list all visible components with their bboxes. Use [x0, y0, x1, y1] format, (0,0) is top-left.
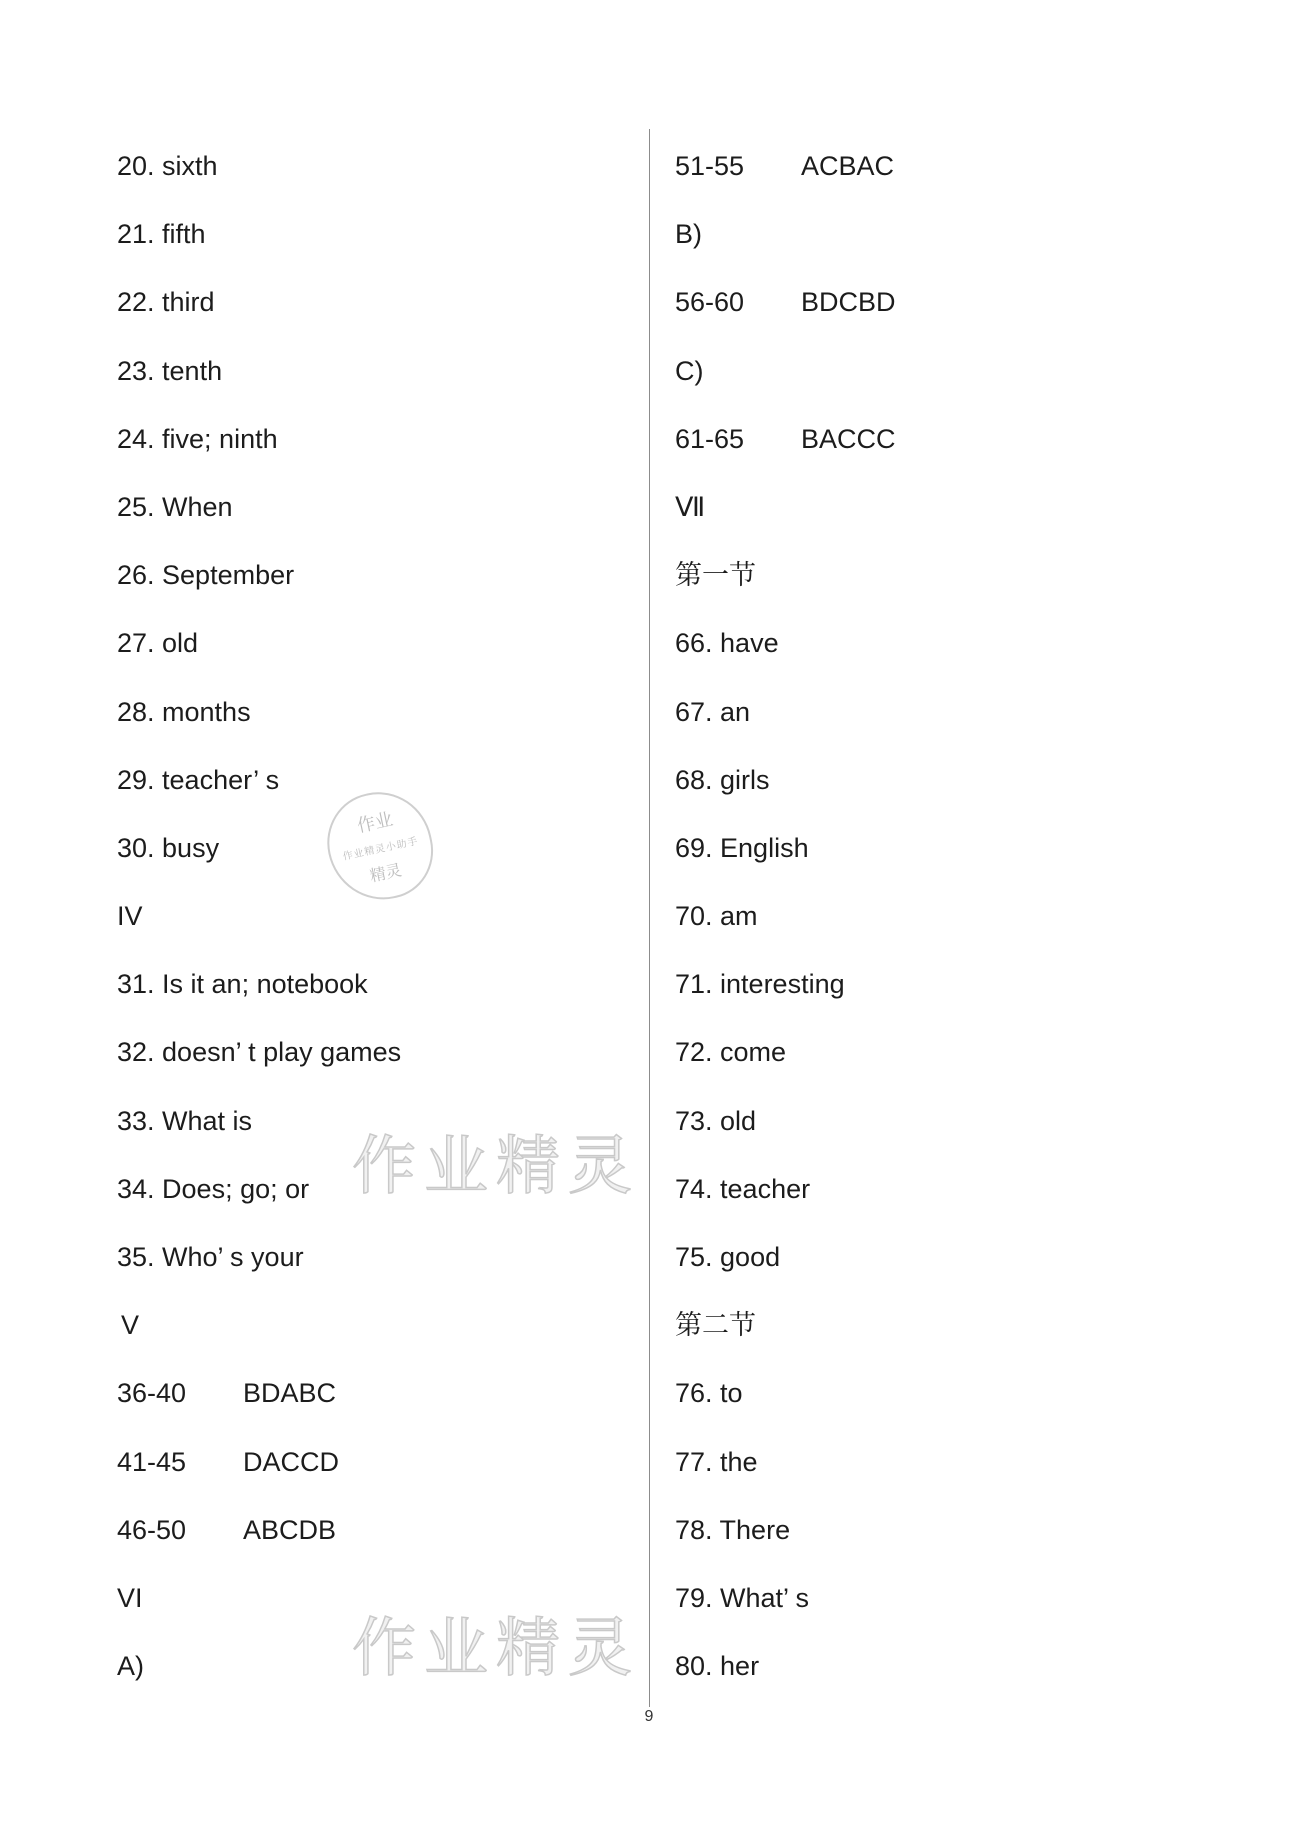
answer-letters: BDABC — [243, 1378, 337, 1409]
watermark-text: 作业精灵 — [352, 1612, 640, 1686]
column-divider — [649, 129, 650, 1707]
answer-letters: ABCDB — [243, 1514, 337, 1545]
stamp-top-text: 作业 — [355, 809, 395, 838]
question-range: 56-60 — [675, 287, 745, 318]
answer-item: 27. old — [117, 628, 199, 659]
answer-letters: BACCC — [801, 423, 896, 454]
watermark-text: 作业精灵 — [352, 1130, 640, 1204]
answer-item: 67. an — [675, 696, 751, 727]
answer-item: 70. am — [675, 901, 758, 932]
answer-item: 24. five; ninth — [117, 423, 278, 454]
answer-item: 74. teacher — [675, 1173, 811, 1204]
answer-item: 73. old — [675, 1105, 757, 1136]
answer-range-row — [117, 1359, 637, 1427]
answer-item: 29. teacher’ s — [117, 764, 280, 795]
answer-item: 20. sixth — [117, 151, 218, 181]
stamp-bottom-text: 精灵 — [368, 860, 404, 886]
section-heading: Ⅶ — [675, 491, 706, 522]
answer-range-row — [675, 405, 1195, 473]
question-range: 46-50 — [117, 1514, 187, 1545]
subsection-label: C) — [675, 355, 704, 386]
answer-item: 25. When — [117, 491, 233, 522]
answer-item: 33. What is — [117, 1105, 253, 1136]
answer-item: 76. to — [675, 1378, 743, 1409]
answer-item: 72. come — [675, 1037, 787, 1068]
answer-range-row — [117, 1428, 637, 1496]
answer-item: 79. What’ s — [675, 1582, 810, 1613]
question-range: 36-40 — [117, 1378, 187, 1409]
answer-item: 21. fifth — [117, 219, 206, 250]
answer-item: 32. doesn’ t play games — [117, 1037, 402, 1068]
right-answer-column — [675, 132, 1195, 1700]
section-heading: IV — [117, 901, 143, 932]
answer-letters: DACCD — [243, 1446, 340, 1477]
answer-letters: BDCBD — [801, 287, 896, 318]
answer-range-row — [117, 1496, 637, 1564]
answer-item: 80. her — [675, 1651, 760, 1682]
answer-item: 31. Is it an; notebook — [117, 969, 368, 1000]
answer-item: 66. have — [675, 628, 779, 659]
question-range: 51-55 — [675, 151, 745, 181]
stamp-middle-text: 作业精灵小助手 — [341, 836, 420, 863]
subsection-label: 第一节 — [675, 560, 756, 591]
answer-item: 69. English — [675, 832, 809, 863]
answer-range-row — [675, 268, 1195, 336]
answer-item: 77. the — [675, 1446, 758, 1477]
subsection-label: B) — [675, 219, 702, 250]
subsection-label: 第二节 — [675, 1310, 756, 1341]
page-number: 9 — [644, 1708, 654, 1725]
answer-item: 68. girls — [675, 764, 770, 795]
question-range: 61-65 — [675, 423, 745, 454]
subsection-label: A) — [117, 1651, 144, 1682]
answer-item: 26. September — [117, 560, 295, 591]
answer-item: 30. busy — [117, 832, 220, 863]
left-answer-column — [117, 132, 637, 1700]
answer-item: 35. Who’ s your — [117, 1242, 304, 1272]
answer-item: 23. tenth — [117, 355, 223, 386]
answer-item: 75. good — [675, 1242, 781, 1272]
answer-item: 34. Does; go; or — [117, 1173, 310, 1204]
answer-item: 28. months — [117, 696, 251, 727]
answer-item: 78. There — [675, 1514, 791, 1545]
section-heading: V — [121, 1310, 140, 1341]
answer-item: 71. interesting — [675, 969, 845, 1000]
section-heading: VI — [117, 1582, 143, 1613]
answer-letters: ACBAC — [801, 151, 895, 181]
question-range: 41-45 — [117, 1446, 187, 1477]
answer-item: 22. third — [117, 287, 215, 318]
answer-range-row — [675, 132, 1195, 200]
